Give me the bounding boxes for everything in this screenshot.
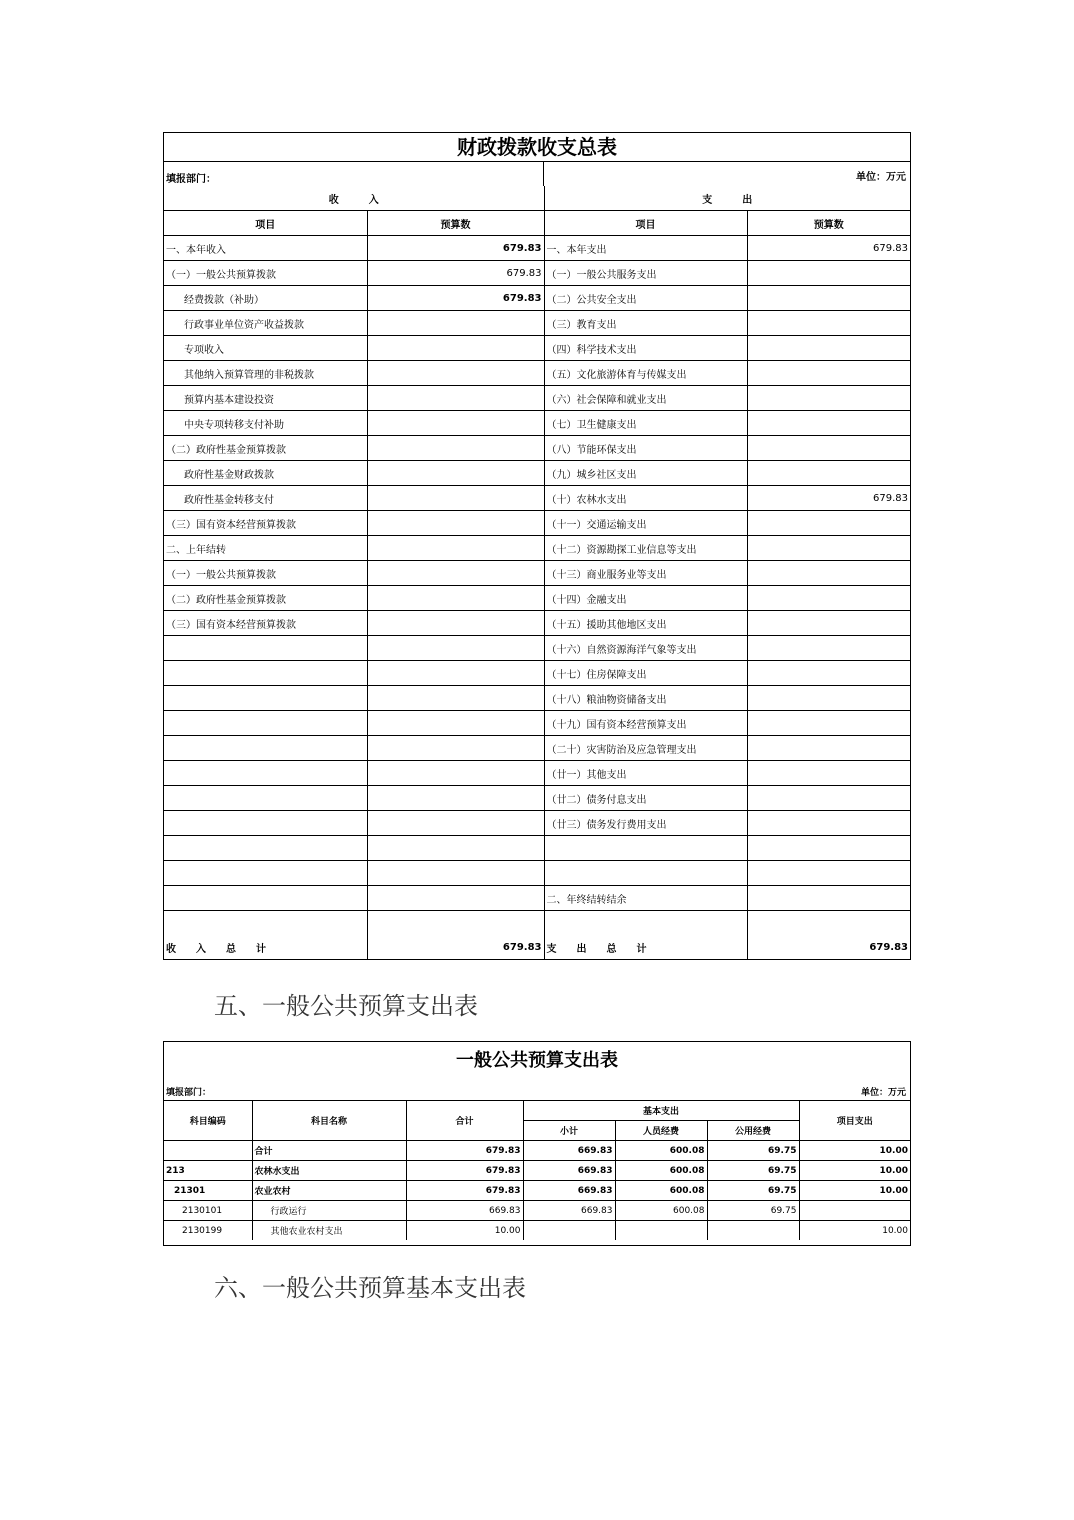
- expense-budget-cell: [747, 436, 910, 461]
- expense-item-cell: （十一）交通运输支出: [544, 511, 747, 536]
- expense-item-cell: （九）城乡社区支出: [544, 461, 747, 486]
- name-cell: 其他农业农村支出: [252, 1221, 406, 1241]
- expense-budget-cell: 679.83: [747, 486, 910, 511]
- expense-header: 支 出: [544, 186, 910, 211]
- total-expense-value: 679.83: [747, 935, 910, 959]
- income-budget-cell: [367, 911, 544, 936]
- col-name-header: 科目名称: [252, 1101, 406, 1141]
- expense-item-cell: （八）节能环保支出: [544, 436, 747, 461]
- subtotal-cell: 669.83: [523, 1181, 615, 1201]
- income-budget-cell: [367, 711, 544, 736]
- total-cell: 10.00: [406, 1221, 523, 1241]
- income-item-cell: [164, 811, 367, 836]
- expense-item-cell: （十五）援助其他地区支出: [544, 611, 747, 636]
- code-cell: 21301: [164, 1181, 252, 1201]
- table-row: [164, 811, 910, 836]
- table-row: [164, 1201, 910, 1221]
- income-item-cell: （三）国有资本经营预算拨款: [164, 611, 367, 636]
- personnel-cell: 600.08: [615, 1161, 707, 1181]
- table-row: [164, 436, 910, 461]
- expense-item-cell: （廿二）债务付息支出: [544, 786, 747, 811]
- expense-budget-cell: [747, 386, 910, 411]
- table-row: [164, 386, 910, 411]
- expense-budget-cell: [747, 561, 910, 586]
- public-cell: 69.75: [707, 1181, 799, 1201]
- table-meta-row: [164, 1080, 910, 1100]
- table-row: [164, 711, 910, 736]
- expense-budget-cell: [747, 811, 910, 836]
- income-budget-cell: 679.83: [367, 236, 544, 261]
- table-row: [164, 1161, 910, 1181]
- income-budget-cell: [367, 536, 544, 561]
- public-cell: 69.75: [707, 1161, 799, 1181]
- income-budget-cell: [367, 661, 544, 686]
- income-item-cell: [164, 836, 367, 861]
- personnel-cell: 600.08: [615, 1181, 707, 1201]
- col-subtotal-header: 小计: [523, 1121, 615, 1141]
- public-cell: [707, 1221, 799, 1241]
- income-budget-header: 预算数: [367, 211, 544, 236]
- table-row: [164, 361, 910, 386]
- income-item-cell: 二、上年结转: [164, 536, 367, 561]
- expense-item-cell: （十二）资源勘探工业信息等支出: [544, 536, 747, 561]
- dept-label: 填报部门：: [166, 1088, 212, 1098]
- table-title: 财政拨款收支总表: [457, 135, 617, 159]
- table-row: [164, 861, 910, 886]
- expense-budget-cell: [747, 336, 910, 361]
- section-heading-6: 六、一般公共预算基本支出表: [214, 1274, 526, 1302]
- expense-item-cell: （四）科学技术支出: [544, 336, 747, 361]
- project-cell: 10.00: [799, 1181, 910, 1201]
- expense-budget-cell: [747, 836, 910, 861]
- name-cell: 行政运行: [252, 1201, 406, 1221]
- col-basic-header: 基本支出: [523, 1101, 799, 1121]
- table-row: [164, 1181, 910, 1201]
- expense-item-cell: （十九）国有资本经营预算支出: [544, 711, 747, 736]
- income-item-cell: [164, 786, 367, 811]
- income-budget-cell: [367, 611, 544, 636]
- table-row: [164, 586, 910, 611]
- income-budget-cell: [367, 786, 544, 811]
- table-row: [164, 786, 910, 811]
- income-budget-cell: [367, 686, 544, 711]
- col-personnel-header: 人员经费: [615, 1121, 707, 1141]
- column-header-row: [164, 211, 910, 236]
- fiscal-appropriation-summary-table: [163, 132, 911, 960]
- income-item-cell: 一、本年收入: [164, 236, 367, 261]
- expense-budget-cell: [747, 361, 910, 386]
- table-meta-row: [164, 161, 910, 186]
- total-cell: 679.83: [406, 1141, 523, 1161]
- income-item-cell: 专项收入: [164, 336, 367, 361]
- income-item-header: 项目: [164, 211, 367, 236]
- income-budget-cell: [367, 336, 544, 361]
- income-budget-cell: [367, 861, 544, 886]
- income-item-cell: （二）政府性基金预算拨款: [164, 436, 367, 461]
- table-row: [164, 536, 910, 561]
- expense-budget-cell: [747, 586, 910, 611]
- income-item-cell: 中央专项转移支付补助: [164, 411, 367, 436]
- general-public-budget-expenditure-table: [163, 1041, 911, 1246]
- name-cell: 合计: [252, 1141, 406, 1161]
- summary-grid: [164, 186, 910, 959]
- code-cell: 213: [164, 1161, 252, 1181]
- table-row: [164, 736, 910, 761]
- expense-item-cell: （一）一般公共服务支出: [544, 261, 747, 286]
- code-cell: 2130199: [164, 1221, 252, 1241]
- expense-item-cell: （十七）住房保障支出: [544, 661, 747, 686]
- section-heading-5: 五、一般公共预算支出表: [214, 992, 478, 1020]
- subtotal-cell: [523, 1221, 615, 1241]
- personnel-cell: 600.08: [615, 1201, 707, 1221]
- expense-budget-cell: [747, 511, 910, 536]
- income-item-cell: （一）一般公共预算拨款: [164, 561, 367, 586]
- expense-item-cell: （廿一）其他支出: [544, 761, 747, 786]
- total-expense-label: 支 出 总 计: [544, 935, 747, 959]
- table-row: [164, 411, 910, 436]
- income-budget-cell: [367, 461, 544, 486]
- income-budget-cell: [367, 511, 544, 536]
- expense-budget-cell: [747, 711, 910, 736]
- income-item-cell: [164, 911, 367, 936]
- expense-item-cell: [544, 911, 747, 936]
- table-row: [164, 236, 910, 261]
- table-row: [164, 836, 910, 861]
- expense-budget-cell: 679.83: [747, 236, 910, 261]
- expense-budget-cell: [747, 736, 910, 761]
- expense-budget-cell: [747, 536, 910, 561]
- expense-budget-cell: [747, 686, 910, 711]
- expense-budget-header: 预算数: [747, 211, 910, 236]
- income-item-cell: [164, 761, 367, 786]
- subtotal-cell: 669.83: [523, 1161, 615, 1181]
- table-row: [164, 1221, 910, 1241]
- table-row: [164, 286, 910, 311]
- income-budget-cell: 679.83: [367, 286, 544, 311]
- income-item-cell: （二）政府性基金预算拨款: [164, 586, 367, 611]
- total-row: [164, 935, 910, 959]
- expense-item-cell: （五）文化旅游体育与传媒支出: [544, 361, 747, 386]
- dept-label: 填报部门：: [164, 162, 544, 186]
- income-budget-cell: [367, 586, 544, 611]
- table-row: [164, 636, 910, 661]
- expense-budget-cell: [747, 311, 910, 336]
- table-row: [164, 311, 910, 336]
- total-income-label: 收 入 总 计: [164, 935, 367, 959]
- unit-label: 单位：万元: [860, 1088, 906, 1098]
- income-item-cell: （三）国有资本经营预算拨款: [164, 511, 367, 536]
- income-item-cell: [164, 886, 367, 911]
- expense-item-cell: [544, 861, 747, 886]
- code-cell: 2130101: [164, 1201, 252, 1221]
- project-cell: 10.00: [799, 1141, 910, 1161]
- expenditure-grid: [164, 1100, 910, 1240]
- income-budget-cell: [367, 311, 544, 336]
- income-item-cell: 政府性基金财政拨款: [164, 461, 367, 486]
- table-row: [164, 336, 910, 361]
- name-cell: 农业农村: [252, 1181, 406, 1201]
- expense-item-cell: 一、本年支出: [544, 236, 747, 261]
- col-code-header: 科目编码: [164, 1101, 252, 1141]
- income-budget-cell: [367, 361, 544, 386]
- income-budget-cell: [367, 761, 544, 786]
- income-budget-cell: [367, 736, 544, 761]
- income-item-cell: [164, 736, 367, 761]
- income-budget-cell: [367, 436, 544, 461]
- header-row-1: [164, 1101, 910, 1121]
- expense-item-cell: （二）公共安全支出: [544, 286, 747, 311]
- expense-budget-cell: [747, 411, 910, 436]
- income-item-cell: 行政事业单位资产收益拨款: [164, 311, 367, 336]
- income-budget-cell: [367, 636, 544, 661]
- total-cell: 669.83: [406, 1201, 523, 1221]
- expense-item-cell: （十三）商业服务业等支出: [544, 561, 747, 586]
- expense-budget-cell: [747, 786, 910, 811]
- table-row: [164, 911, 910, 936]
- col-public-header: 公用经费: [707, 1121, 799, 1141]
- expense-item-cell: （六）社会保障和就业支出: [544, 386, 747, 411]
- expense-item-cell: [544, 836, 747, 861]
- expense-item-cell: （十）农林水支出: [544, 486, 747, 511]
- project-cell: 10.00: [799, 1221, 910, 1241]
- table-row: [164, 261, 910, 286]
- expense-budget-cell: [747, 861, 910, 886]
- public-cell: 69.75: [707, 1141, 799, 1161]
- income-item-cell: 预算内基本建设投资: [164, 386, 367, 411]
- code-cell: [164, 1141, 252, 1161]
- project-cell: [799, 1201, 910, 1221]
- subtotal-cell: 669.83: [523, 1201, 615, 1221]
- expense-budget-cell: [747, 911, 910, 936]
- expense-item-cell: （十四）金融支出: [544, 586, 747, 611]
- income-item-cell: 其他纳入预算管理的非税拨款: [164, 361, 367, 386]
- expense-budget-cell: [747, 611, 910, 636]
- expense-item-cell: （七）卫生健康支出: [544, 411, 747, 436]
- subtotal-cell: 669.83: [523, 1141, 615, 1161]
- table-row: [164, 761, 910, 786]
- expense-item-cell: （三）教育支出: [544, 311, 747, 336]
- table-row: [164, 661, 910, 686]
- expense-item-header: 项目: [544, 211, 747, 236]
- expense-budget-cell: [747, 261, 910, 286]
- expense-budget-cell: [747, 636, 910, 661]
- income-item-cell: （一）一般公共预算拨款: [164, 261, 367, 286]
- income-budget-cell: [367, 886, 544, 911]
- col-project-header: 项目支出: [799, 1101, 910, 1141]
- table-row: [164, 461, 910, 486]
- expense-item-cell: （十六）自然资源海洋气象等支出: [544, 636, 747, 661]
- personnel-cell: [615, 1221, 707, 1241]
- income-item-cell: [164, 636, 367, 661]
- income-budget-cell: [367, 561, 544, 586]
- table-row: [164, 611, 910, 636]
- table-row: [164, 511, 910, 536]
- income-header: 收 入: [164, 186, 544, 211]
- expense-budget-cell: [747, 886, 910, 911]
- income-item-cell: [164, 861, 367, 886]
- expense-budget-cell: [747, 461, 910, 486]
- income-item-cell: [164, 661, 367, 686]
- project-cell: 10.00: [799, 1161, 910, 1181]
- income-item-cell: [164, 711, 367, 736]
- expense-budget-cell: [747, 286, 910, 311]
- table-row: [164, 561, 910, 586]
- total-income-value: 679.83: [367, 935, 544, 959]
- expense-budget-cell: [747, 761, 910, 786]
- expense-item-cell: （廿三）债务发行费用支出: [544, 811, 747, 836]
- income-budget-cell: 679.83: [367, 261, 544, 286]
- public-cell: 69.75: [707, 1201, 799, 1221]
- income-budget-cell: [367, 386, 544, 411]
- table-row: [164, 686, 910, 711]
- table-row: [164, 886, 910, 911]
- name-cell: 农林水支出: [252, 1161, 406, 1181]
- total-cell: 679.83: [406, 1181, 523, 1201]
- income-budget-cell: [367, 836, 544, 861]
- income-item-cell: [164, 686, 367, 711]
- table-row: [164, 1141, 910, 1161]
- income-item-cell: 经费拨款（补助）: [164, 286, 367, 311]
- total-cell: 679.83: [406, 1161, 523, 1181]
- income-budget-cell: [367, 486, 544, 511]
- section-header-row: [164, 186, 910, 211]
- table-row: [164, 486, 910, 511]
- income-item-cell: 政府性基金转移支付: [164, 486, 367, 511]
- income-budget-cell: [367, 811, 544, 836]
- expense-budget-cell: [747, 661, 910, 686]
- expense-item-cell: 二、年终结转结余: [544, 886, 747, 911]
- expense-item-cell: （二十）灾害防治及应急管理支出: [544, 736, 747, 761]
- table-title: 一般公共预算支出表: [456, 1050, 618, 1071]
- unit-label: 单位：万元: [856, 172, 906, 183]
- expense-item-cell: （十八）粮油物资储备支出: [544, 686, 747, 711]
- personnel-cell: 600.08: [615, 1141, 707, 1161]
- col-total-header: 合计: [406, 1101, 523, 1141]
- income-budget-cell: [367, 411, 544, 436]
